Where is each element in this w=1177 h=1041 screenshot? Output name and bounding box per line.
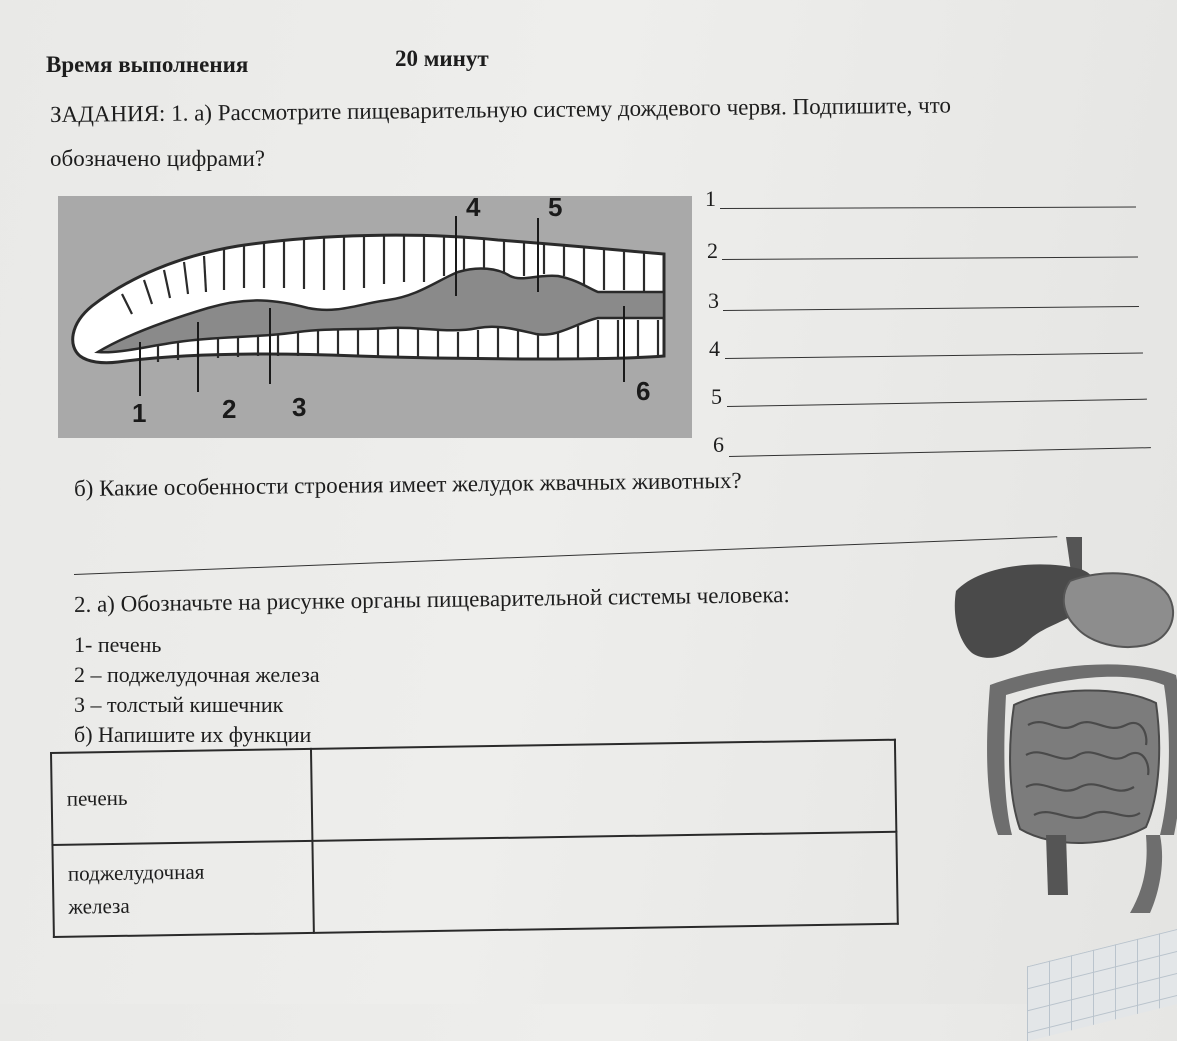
rectum [1046,835,1068,895]
answer-line-4[interactable] [725,353,1143,359]
small-intestine [1010,690,1159,843]
task1-title-line2: обозначено цифрами? [50,146,266,171]
task2-title: 2. а) Обозначьте на рисунке органы пищеварительной системы человека: [73,582,790,617]
organ-label-line1: поджелудочная [67,860,205,887]
answer-line-2[interactable] [722,256,1138,260]
answer-number-6: 6 [713,432,724,457]
table-row [52,832,897,937]
table-cell-function-pancreas[interactable] [312,832,897,933]
answer-line-3[interactable] [723,306,1139,311]
task2-item-large-intestine: 3 – толстый кишечник [74,692,284,717]
task1-title-line1: ЗАДАНИЯ: 1. а) Рассмотрите пищеварительную систему дождевого червя. Подпишите, что [49,92,952,127]
figure-label-6: 6 [636,376,651,406]
time-label: Время выполнения [46,52,249,77]
task2-item-liver: 1- печень [74,632,162,657]
figure-label-5: 5 [548,196,563,222]
human-organs-diagram [950,535,1177,935]
figure-label-4: 4 [466,196,481,222]
task2-item-pancreas: 2 – поджелудочная железа [74,662,320,687]
human-digestive-figure [950,535,1177,935]
figure-label-2: 2 [222,394,237,424]
answer-line-6[interactable] [729,447,1151,457]
table-cell-organ-liver: печень [51,749,312,845]
organ-label-line2: железа [68,893,130,919]
task2-subtask-b: б) Напишите их функции [74,722,312,747]
stomach [1064,573,1173,647]
figure-label-1: 1 [132,398,147,428]
earthworm-digestive-figure [58,196,692,438]
answer-number-5: 5 [711,384,722,409]
figure-label-3: 3 [292,392,307,422]
grid-paper-corner [1027,929,1177,1041]
organ-functions-table [50,739,899,938]
colon-end [1130,835,1162,913]
answer-line-1[interactable] [720,207,1136,209]
answer-line-b[interactable] [74,536,1057,575]
answer-number-3: 3 [708,288,719,313]
earthworm-diagram [58,196,692,438]
table-cell-organ-pancreas [52,841,313,937]
table-row [51,740,896,845]
answer-number-2: 2 [707,238,718,263]
answer-line-5[interactable] [727,399,1147,407]
question-b-ruminant-stomach: б) Какие особенности строения имеет желудок жвачных животных? [73,467,742,501]
answer-number-1: 1 [705,186,716,211]
table-cell-function-liver[interactable] [311,740,896,841]
answer-number-4: 4 [709,336,720,361]
time-value: 20 минут [395,46,489,71]
